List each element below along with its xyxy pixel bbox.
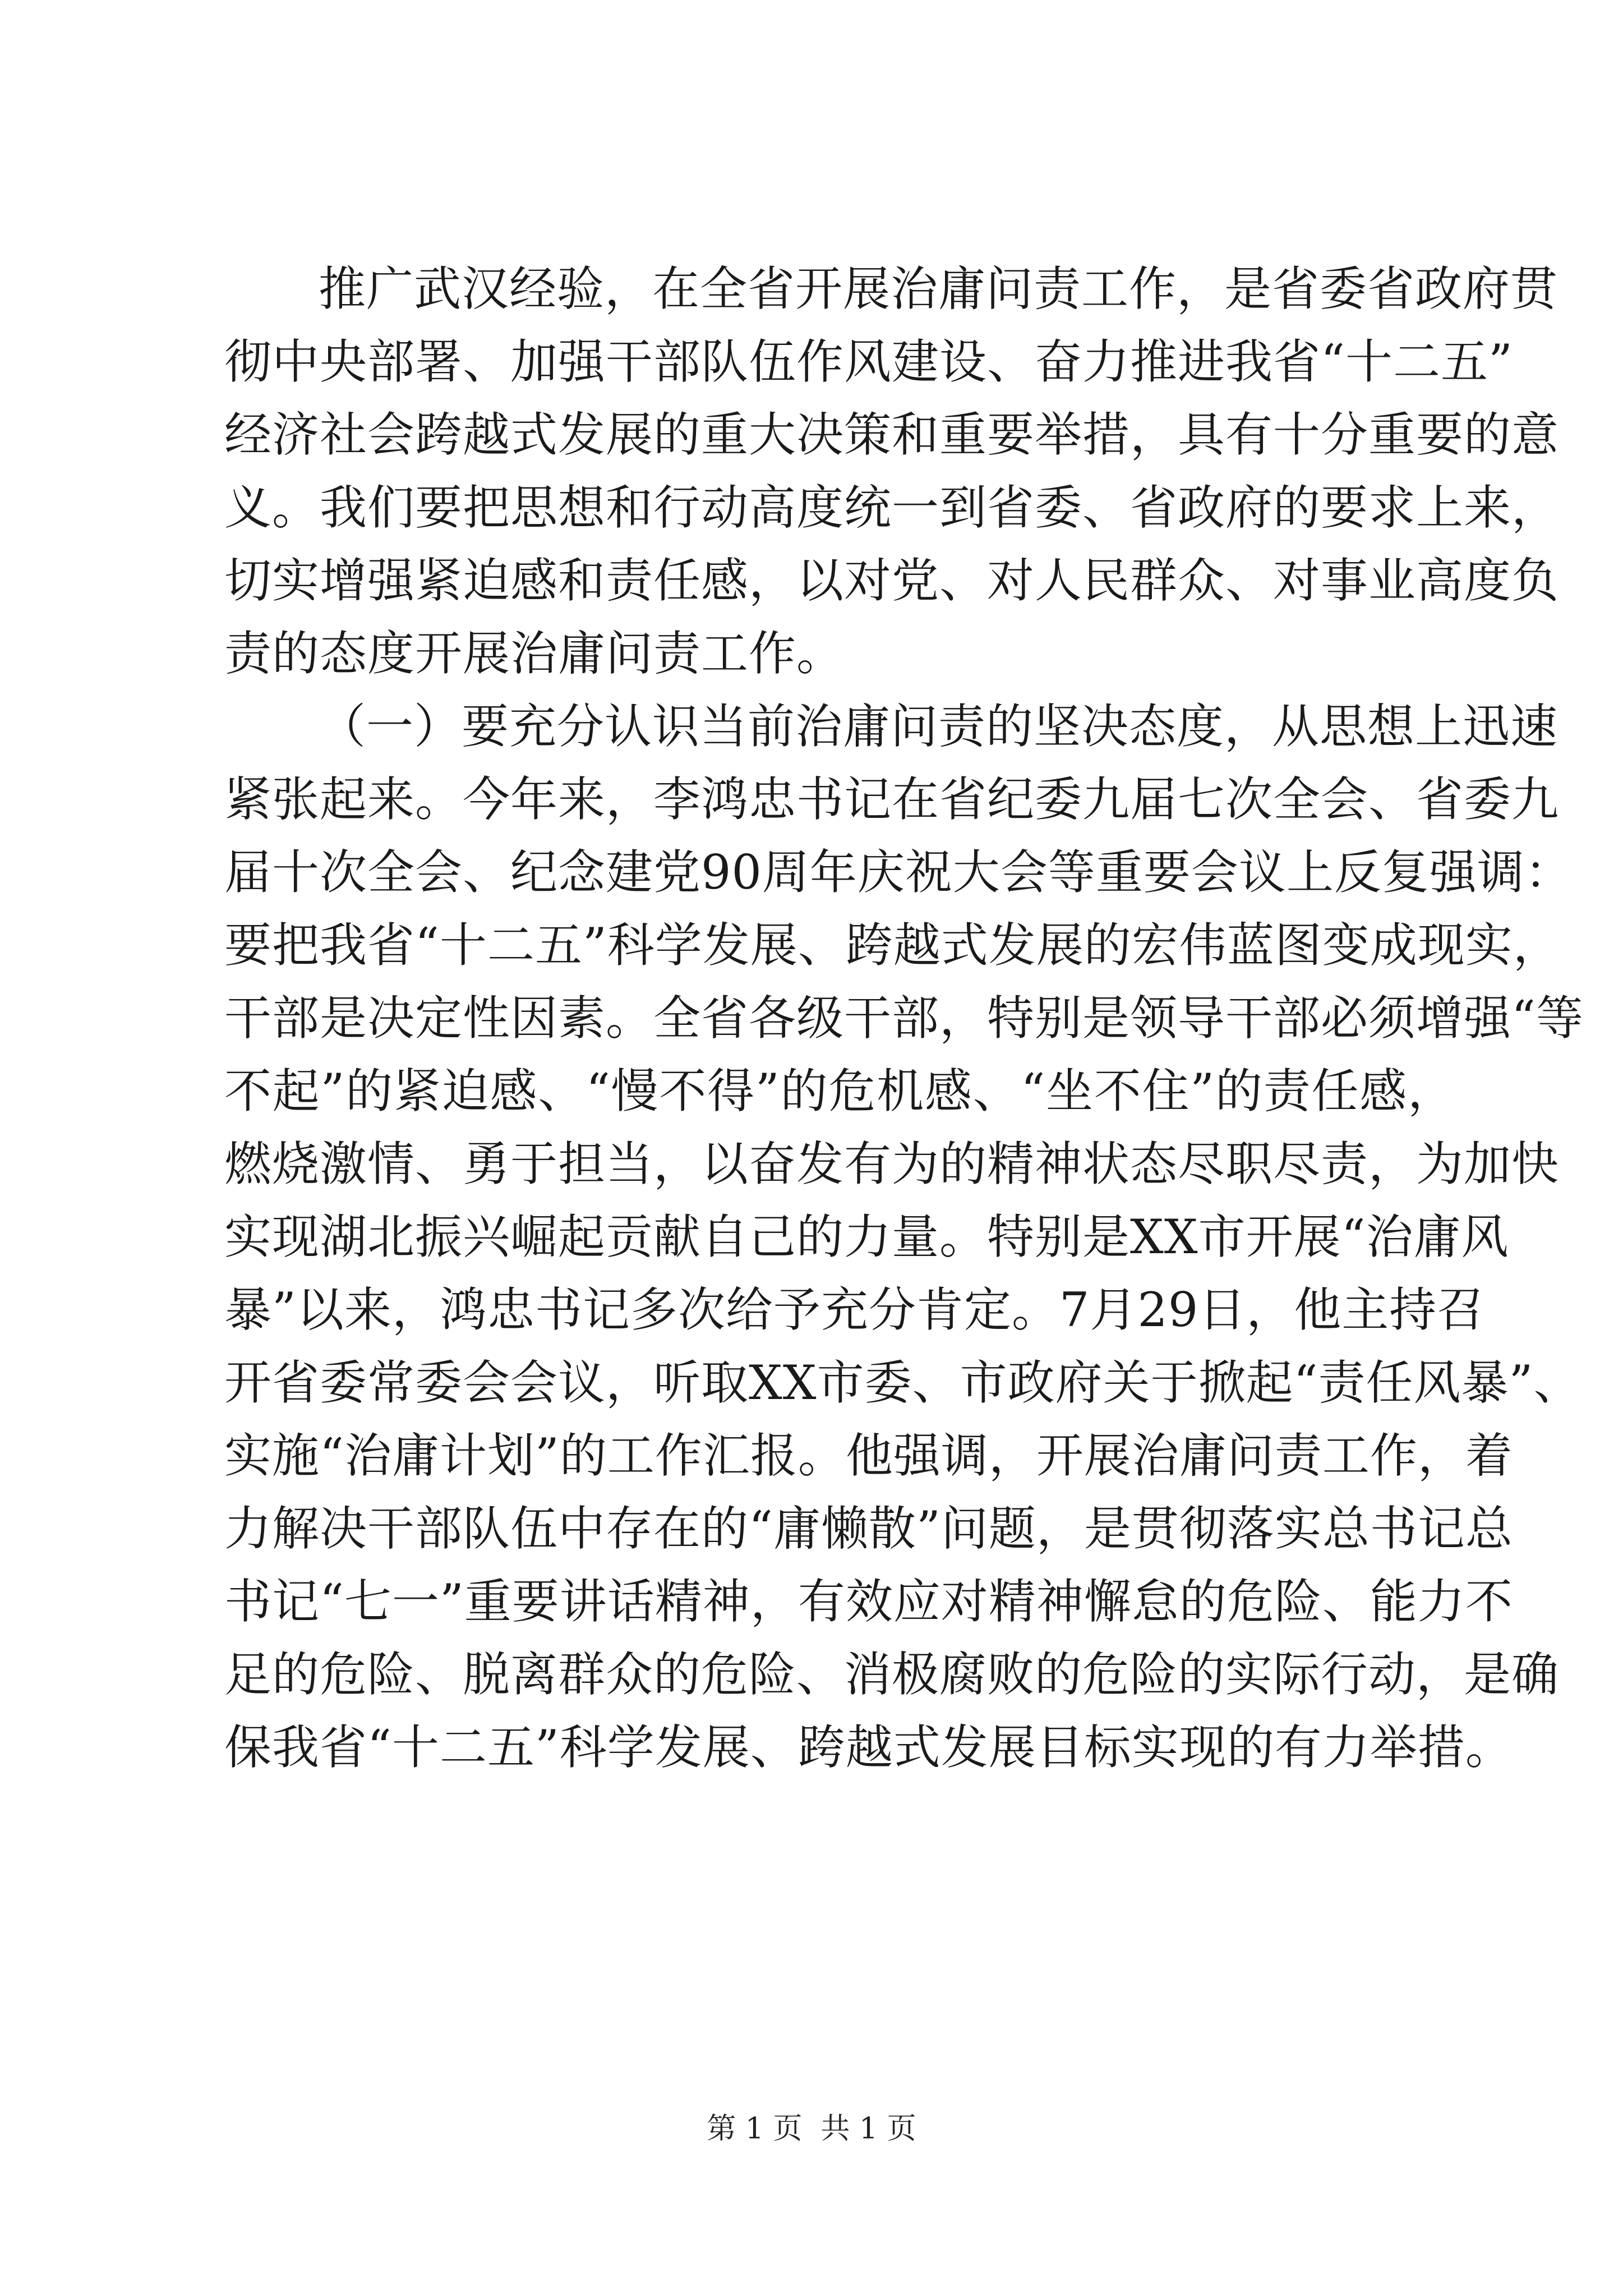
text-line: （一）要充分认识当前治庸问责的坚决态度，从思想上迅速: [319, 699, 1559, 754]
text-line: 保我省“十二五”科学发展、跨越式发展目标实现的有力举措。: [224, 1720, 1513, 1775]
text-line: 经济社会跨越式发展的重大决策和重要举措，具有十分重要的意: [224, 407, 1560, 462]
document-body: [224, 252, 1584, 1784]
page-footer: 第 1 页 共 1 页: [707, 2112, 916, 2146]
text-line: 紧张起来。今年来，李鸿忠书记在省纪委九届七次全会、省委九: [224, 772, 1560, 827]
text-line: 燃烧激情、勇于担当，以奋发有为的精神状态尽职尽责，为加快: [224, 1137, 1560, 1191]
text-line: 义。我们要把思想和行动高度统一到省委、省政府的要求上来，: [224, 480, 1560, 535]
text-line: 不起”的紧迫感、“慢不得”的危机感、“坐不住”的责任感，: [224, 1064, 1455, 1119]
text-line: 切实增强紧迫感和责任感，以对党、对人民群众、对事业高度负: [224, 553, 1560, 608]
text-line: 开省委常委会会议，听取XX市委、市政府关于掀起“责任风暴”、: [224, 1355, 1581, 1410]
text-line: 届十次全会、纪念建党90周年庆祝大会等重要会议上反复强调：: [224, 845, 1573, 900]
text-line: 干部是决定性因素。全省各级干部，特别是领导干部必须增强“等: [224, 991, 1584, 1046]
text-line: 实现湖北振兴崛起贡献自己的力量。特别是XX市开展“治庸风: [224, 1209, 1509, 1264]
text-line: 力解决干部队伍中存在的“庸懒散”问题，是贯彻落实总书记总: [224, 1501, 1513, 1556]
text-line: 要把我省“十二五”科学发展、跨越式发展的宏伟蓝图变成现实，: [224, 918, 1561, 973]
text-line: 足的危险、脱离群众的危险、消极腐败的危险的实际行动，是确: [224, 1647, 1560, 1702]
paragraph-1: [224, 252, 1560, 690]
text-line: 责的态度开展治庸问责工作。: [224, 626, 845, 681]
text-line: 书记“七一”重要讲话精神，有效应对精神懈怠的危险、能力不: [224, 1574, 1513, 1629]
text-line: 彻中央部署、加强干部队伍作风建设、奋力推进我省“十二五”: [224, 334, 1513, 389]
text-line: 推广武汉经验，在全省开展治庸问责工作，是省委省政府贯: [319, 261, 1559, 316]
text-line: 暴”以来，鸿忠书记多次给予充分肯定。7月29日，他主持召: [224, 1282, 1485, 1337]
paragraph-2: [224, 690, 1584, 1784]
text-line: 实施“治庸计划”的工作汇报。他强调，开展治庸问责工作，着: [224, 1428, 1513, 1483]
